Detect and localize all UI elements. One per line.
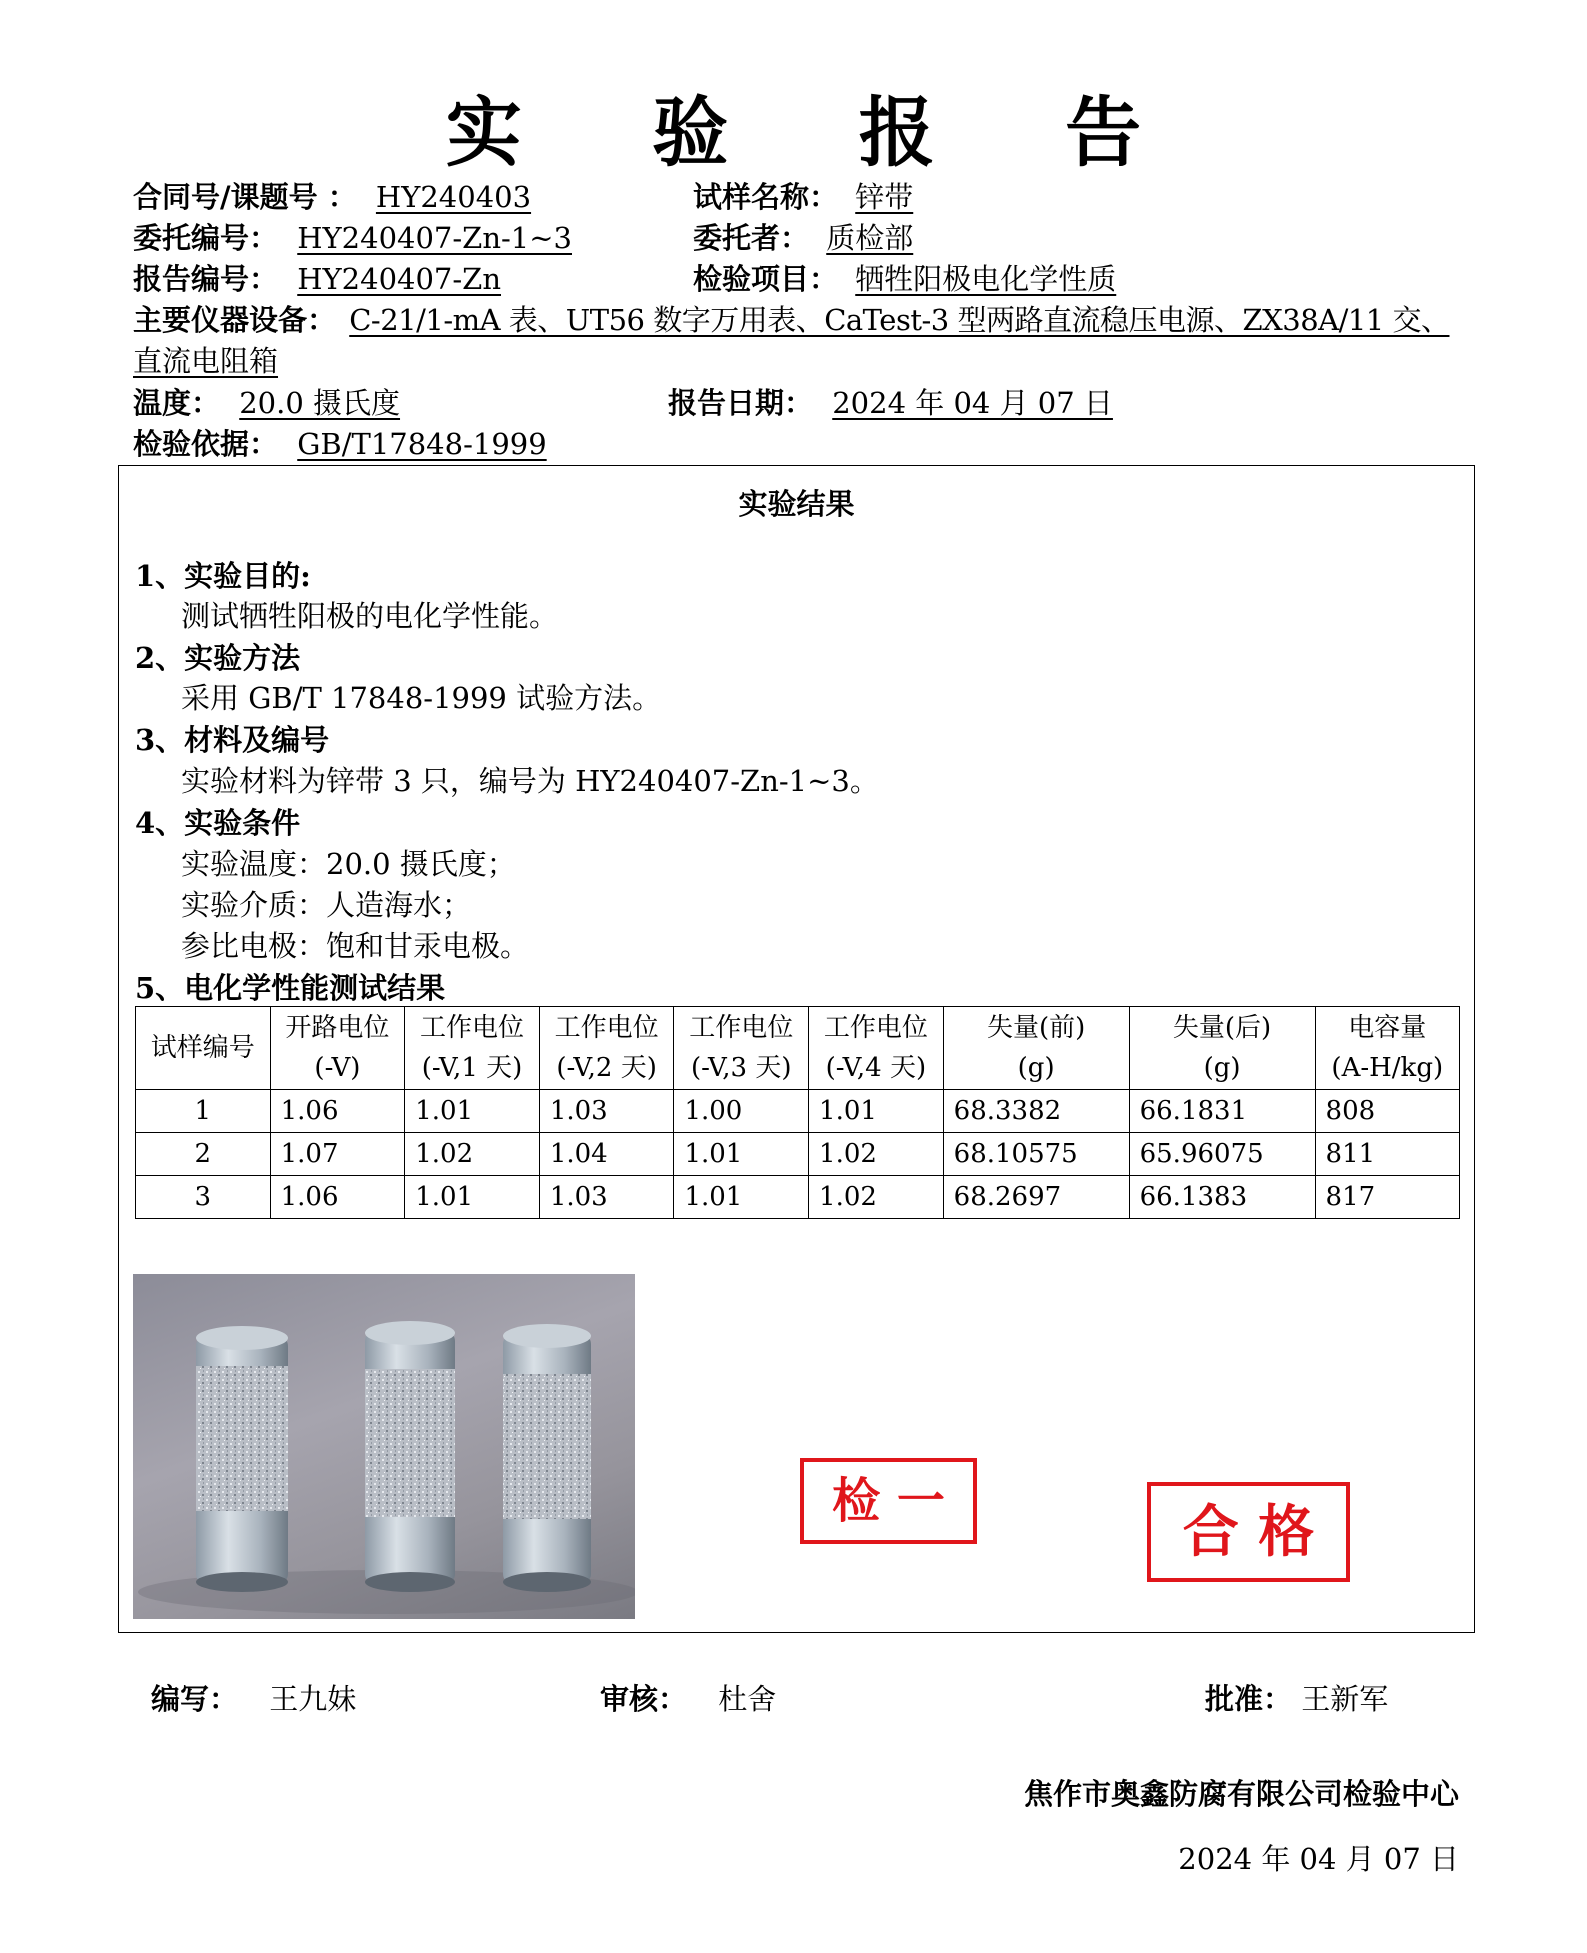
- cell: 66.1383: [1129, 1176, 1315, 1219]
- writer-label: 编写：: [151, 1682, 239, 1716]
- footer-org: 焦作市奥鑫防腐有限公司检验中心: [1023, 1777, 1459, 1811]
- purpose-heading: 1、实验目的:: [135, 559, 311, 593]
- zinc-sample-3: [503, 1324, 591, 1592]
- material-heading: 3、材料及编号: [135, 723, 330, 757]
- conditions-reference: 参比电极：饱和甘汞电极。: [181, 929, 530, 963]
- zinc-samples-image: [133, 1274, 635, 1619]
- commission-no-label: 委托编号：: [133, 221, 279, 255]
- report-date-field: [668, 384, 1113, 422]
- cell: 66.1831: [1129, 1090, 1315, 1133]
- cell: 68.10575: [943, 1133, 1129, 1176]
- header-cell: 失量(后) (g): [1129, 1007, 1315, 1090]
- client-label: 委托者：: [693, 221, 810, 255]
- sample-value: 锌带: [855, 180, 914, 214]
- equipment-field: [133, 301, 1449, 339]
- cell: 1.07: [270, 1133, 405, 1176]
- table-row: [136, 1090, 1460, 1133]
- method-text: 采用 GB/T 17848-1999 试验方法。: [181, 681, 662, 715]
- cell: 817: [1315, 1176, 1459, 1219]
- report-no-field: [133, 260, 501, 298]
- report-date-value: 2024 年 04 月 07 日: [832, 386, 1113, 420]
- header-cell: 试样编号: [136, 1007, 271, 1090]
- cell: 68.3382: [943, 1090, 1129, 1133]
- cell: 811: [1315, 1133, 1459, 1176]
- approver-signature: [1205, 1677, 1388, 1718]
- report-title: 实 验 报 告: [445, 88, 1194, 177]
- sample-photo: [133, 1274, 635, 1619]
- cell-sample-no: 1: [136, 1090, 271, 1133]
- equipment-label: 主要仪器设备：: [133, 303, 337, 337]
- equipment-value-line2: 直流电阻箱: [133, 344, 279, 378]
- report-no-value: HY240407-Zn: [297, 262, 501, 296]
- approver-name: 王新军: [1301, 1682, 1389, 1716]
- header-cell: 工作电位 (-V,3 天): [674, 1007, 809, 1090]
- inspector-stamp: [800, 1458, 977, 1544]
- header-cell: 失量(前) (g): [943, 1007, 1129, 1090]
- cell: 65.96075: [1129, 1133, 1315, 1176]
- results-title: 实验结果: [738, 487, 855, 521]
- equipment-value-line1: C-21/1-mA 表、UT56 数字万用表、CaTest-3 型两路直流稳压电源、ZX38A/11 交、: [349, 303, 1450, 337]
- footer-date: 2024 年 04 月 07 日: [1178, 1842, 1459, 1876]
- table-header-row: [136, 1007, 1460, 1090]
- cell: 1.03: [539, 1090, 674, 1133]
- client-field: [693, 219, 913, 257]
- reviewer-label: 审核：: [600, 1682, 688, 1716]
- zinc-sample-1: [196, 1326, 288, 1592]
- approver-label: 批准：: [1205, 1682, 1293, 1716]
- conditions-medium: 实验介质：人造海水；: [181, 888, 472, 922]
- cell-sample-no: 2: [136, 1133, 271, 1176]
- cell: 1.02: [809, 1133, 944, 1176]
- equipment-field-cont: [133, 342, 278, 380]
- report-no-label: 报告编号：: [133, 262, 279, 296]
- basis-label: 检验依据：: [133, 427, 279, 461]
- cell: 1.02: [809, 1176, 944, 1219]
- cell: 1.03: [539, 1176, 674, 1219]
- commission-no-field: [133, 219, 572, 257]
- table-row: [136, 1133, 1460, 1176]
- sample-label: 试样名称：: [693, 180, 839, 214]
- test-item-value: 牺牲阳极电化学性质: [855, 262, 1117, 296]
- header-cell: 电容量 (A-H/kg): [1315, 1007, 1459, 1090]
- qualified-stamp: [1147, 1482, 1350, 1582]
- temperature-value: 20.0 摄氏度: [239, 386, 401, 420]
- writer-name: 王九妹: [269, 1682, 357, 1716]
- cell: 1.01: [405, 1090, 540, 1133]
- cell: 1.01: [674, 1133, 809, 1176]
- conditions-temp: 实验温度：20.0 摄氏度；: [181, 847, 516, 881]
- header-cell: 开路电位 (-V): [270, 1007, 405, 1090]
- cell: 1.01: [405, 1176, 540, 1219]
- contract-label: 合同号/课题号 ：: [133, 180, 357, 214]
- cell: 1.04: [539, 1133, 674, 1176]
- test-item-label: 检验项目：: [693, 262, 839, 296]
- cell: 808: [1315, 1090, 1459, 1133]
- header-cell: 工作电位 (-V,1 天): [405, 1007, 540, 1090]
- purpose-text: 测试牺牲阳极的电化学性能。: [181, 599, 559, 633]
- results-frame: [118, 465, 1475, 1633]
- cell: 1.06: [270, 1090, 405, 1133]
- conditions-heading: 4、实验条件: [135, 806, 301, 840]
- results-table: [135, 1006, 1460, 1219]
- report-date-label: 报告日期：: [668, 386, 814, 420]
- qualified-stamp-text: 合 格: [1182, 1499, 1315, 1565]
- zinc-sample-2: [365, 1321, 455, 1592]
- reviewer-name: 杜舍: [718, 1682, 777, 1716]
- writer-signature: [151, 1677, 356, 1718]
- header-cell: 工作电位 (-V,2 天): [539, 1007, 674, 1090]
- cell-sample-no: 3: [136, 1176, 271, 1219]
- temperature-field: [133, 384, 400, 422]
- temperature-label: 温度：: [133, 386, 221, 420]
- table-heading: 5、电化学性能测试结果: [135, 971, 446, 1005]
- inspector-stamp-text: 检 一: [832, 1473, 945, 1529]
- material-text: 实验材料为锌带 3 只，编号为 HY240407-Zn-1~3。: [181, 764, 879, 798]
- cell: 1.01: [674, 1176, 809, 1219]
- basis-value: GB/T17848-1999: [297, 427, 547, 461]
- commission-no-value: HY240407-Zn-1~3: [297, 221, 572, 255]
- cell: 1.02: [405, 1133, 540, 1176]
- sample-field: [693, 178, 913, 216]
- test-item-field: [693, 260, 1116, 298]
- cell: 1.01: [809, 1090, 944, 1133]
- client-value: 质检部: [826, 221, 914, 255]
- cell: 1.00: [674, 1090, 809, 1133]
- method-heading: 2、实验方法: [135, 641, 301, 675]
- cell: 68.2697: [943, 1176, 1129, 1219]
- reviewer-signature: [600, 1677, 776, 1718]
- cell: 1.06: [270, 1176, 405, 1219]
- contract-value: HY240403: [375, 180, 532, 214]
- contract-field: [133, 178, 531, 216]
- header-cell: 工作电位 (-V,4 天): [809, 1007, 944, 1090]
- table-row: [136, 1176, 1460, 1219]
- basis-field: [133, 425, 547, 463]
